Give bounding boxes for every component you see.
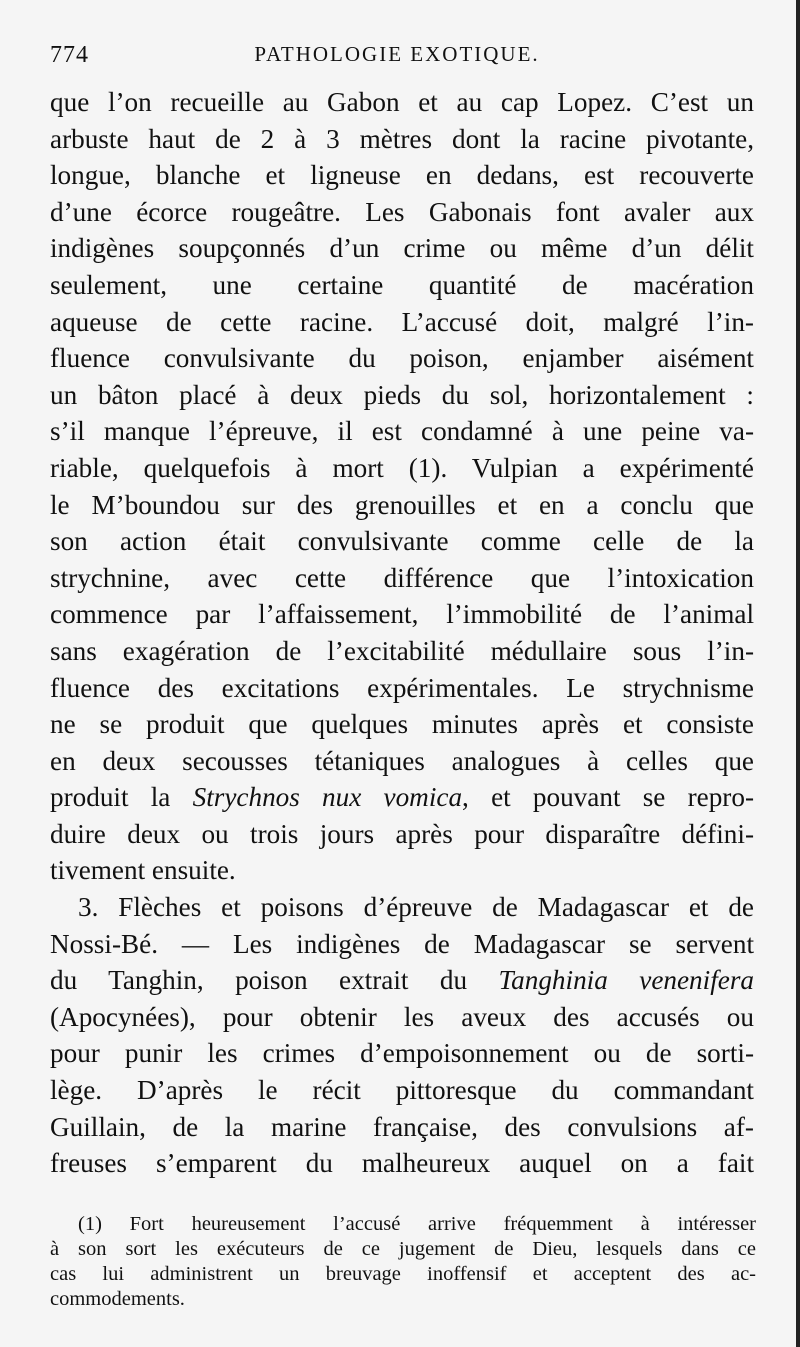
footnote-line (50, 1287, 756, 1312)
text-segment: un bâton placé à deux pieds du sol, horizontalement : (50, 379, 754, 410)
text-segment: (Apocynées), pour obtenir les aveux des accusés ou (50, 1001, 754, 1032)
text-line (50, 121, 754, 158)
text-line (50, 852, 754, 889)
running-title: PATHOLOGIE EXOTIQUE. (254, 42, 540, 66)
text-line (50, 487, 754, 524)
text-line (50, 450, 754, 487)
text-segment: indigènes soupçonnés d’un crime ou même d’un délit (50, 233, 754, 264)
text-line (50, 560, 754, 597)
text-line (50, 926, 754, 963)
text-segment: pour punir les crimes d’empoisonnement ou de sorti- (50, 1038, 754, 1069)
text-line (50, 1035, 754, 1072)
text-segment: ne se produit que quelques minutes après et consiste (50, 709, 754, 740)
text-line (50, 230, 754, 267)
text-segment: en deux secousses tétaniques analogues à celles que (50, 745, 754, 776)
text-line (50, 304, 754, 341)
text-line (50, 377, 754, 414)
page-header (50, 42, 744, 76)
text-line (50, 743, 754, 780)
text-line (50, 706, 754, 743)
text-line (50, 157, 754, 194)
text-line (50, 413, 754, 450)
text-segment: commence par l’affaissement, l’immobilité de l’animal (50, 599, 754, 630)
text-line (50, 596, 754, 633)
footnote-line (50, 1262, 756, 1287)
text-segment: longue, blanche et ligneuse en dedans, est recouverte (50, 160, 754, 191)
text-line (50, 633, 754, 670)
text-line (50, 999, 754, 1036)
text-segment: du Tanghin, poison extrait du (50, 965, 499, 996)
text-segment: le M’boundou sur des grenouilles et en a conclu que (50, 489, 754, 520)
text-segment: lège. D’après le récit pittoresque du commandant (50, 1075, 754, 1106)
footnotes (50, 1212, 756, 1312)
text-segment: tivement ensuite. (50, 855, 236, 886)
text-segment: Nossi-Bé. — Les indigènes de Madagascar se servent (50, 928, 754, 959)
text-line (50, 340, 754, 377)
text-segment: riable, quelquefois à mort (1). Vulpian a expérimenté (50, 452, 754, 483)
text-line (50, 1072, 754, 1109)
text-segment: strychnine, avec cette différence que l’intoxication (50, 562, 754, 593)
text-segment: , et pouvant se repro- (462, 782, 754, 813)
text-segment: fluence des excitations expérimentales. Le strychnisme (50, 672, 754, 703)
text-segment: duire deux ou trois jours après pour disparaître défini- (50, 818, 754, 849)
text-line (50, 1109, 754, 1146)
text-line (50, 194, 754, 231)
body-text (50, 84, 754, 1182)
text-line (50, 962, 754, 999)
text-segment: arbuste haut de 2 à 3 mètres dont la racine pivotante, (50, 123, 754, 154)
text-segment: (1) Fort heureusement l’accusé arrive fréquemment à intéresser (78, 1213, 756, 1235)
text-segment: fluence convulsivante du poison, enjamber aisément (50, 343, 754, 374)
italic-text: Strychnos nux vomica (192, 782, 463, 813)
text-line (50, 670, 754, 707)
text-segment: seulement, une certaine quantité de macération (50, 269, 754, 300)
text-segment: son action était convulsivante comme celle de la (50, 526, 754, 557)
text-segment: sans exagération de l’excitabilité médullaire sous l’in- (50, 635, 754, 666)
text-segment: s’il manque l’épreuve, il est condamné à une peine va- (50, 416, 754, 447)
text-segment: aqueuse de cette racine. L’accusé doit, malgré l’in- (50, 306, 754, 337)
text-line (50, 1145, 754, 1182)
text-segment: 3. Flèches et poisons d’épreuve de Madagascar et de (78, 892, 754, 923)
text-line (50, 267, 754, 304)
text-segment: que l’on recueille au Gabon et au cap Lopez. C’est un (50, 87, 754, 117)
text-line (50, 84, 754, 121)
text-segment: d’une écorce rougeâtre. Les Gabonais font avaler aux (50, 196, 754, 227)
text-line (50, 889, 754, 926)
text-segment: cas lui administrent un breuvage inoffensif et acceptent des ac- (50, 1263, 756, 1285)
text-segment: freuses s’emparent du malheureux auquel on a fait (50, 1148, 754, 1179)
page-number: 774 (50, 42, 89, 68)
italic-text: Tanghinia venenifera (498, 965, 754, 996)
text-segment: à son sort les exécuteurs de ce jugement de Dieu, lesquels dans ce (50, 1238, 756, 1260)
text-line (50, 523, 754, 560)
text-line (50, 816, 754, 853)
text-line (50, 779, 754, 816)
footnote-line (50, 1237, 756, 1262)
text-segment: produit la (50, 782, 193, 813)
text-segment: commodements. (50, 1288, 185, 1310)
footnote-line (50, 1212, 756, 1237)
text-segment: Guillain, de la marine française, des convulsions af- (50, 1111, 754, 1142)
